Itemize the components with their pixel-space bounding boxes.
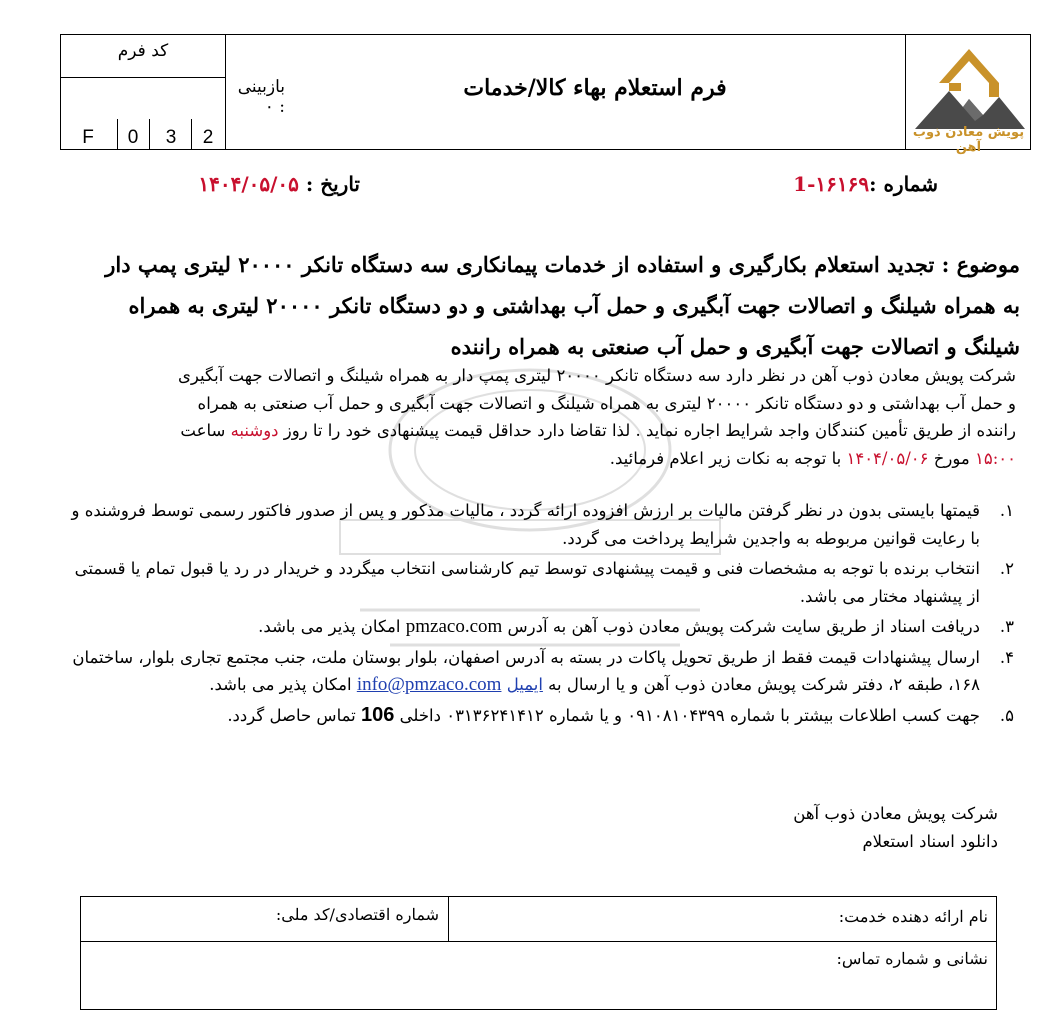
table-divider	[448, 897, 449, 941]
form-code-digit: 3	[165, 127, 177, 148]
item-text: جهت کسب اطلاعات بیشتر با شماره ۰۹۱۰۸۱۰۴۳۹۹ و یا شماره ۰۳۱۳۶۲۴۱۴۱۲ داخلی	[394, 705, 980, 725]
item-text: قیمتها بایستی بدون در نظر گرفتن مالیات بر ارزش افزوده ارائه گردد ، مالیات مذکور و پس از صدور فاکتور رسمی توسط فروشنده و با رعایت قوانین مربوطه به واجدین شرایط پرداخت می گردد.	[71, 501, 980, 548]
intro-paragraph	[80, 362, 1016, 472]
list-item	[60, 644, 1020, 699]
company-signature: شرکت پویش معادن ذوب آهن	[793, 804, 998, 823]
digit-divider	[149, 119, 150, 149]
download-documents-link[interactable]: دانلود اسناد استعلام	[862, 832, 998, 851]
letter-number	[793, 172, 938, 196]
subject-block	[60, 244, 1020, 367]
provider-info-table	[80, 896, 997, 1010]
subject-line: به همراه شیلنگ و اتصالات جهت آبگیری و حمل آب بهداشتی و دو دستگاه تانکر ۲۰۰۰۰ لیتری به همراه	[128, 293, 1020, 318]
header-divider	[61, 77, 225, 78]
list-item	[60, 555, 1020, 610]
date-label: تاریخ :	[305, 172, 360, 196]
letter-date	[198, 172, 360, 196]
intro-text: راننده از طریق تأمین کنندگان واجد شرایط اجاره نماید . لذا تقاضا دارد حداقل قیمت پیشنهادی خود را تا روز	[278, 421, 1016, 440]
form-code-label: کد فرم	[117, 41, 169, 61]
header-divider	[225, 35, 226, 149]
intro-text: با توجه به نکات زیر اعلام فرمائید.	[609, 448, 847, 468]
conditions-list	[60, 497, 1020, 729]
date-value: ۱۴۰۴/۰۵/۰۵	[198, 172, 299, 196]
email-word-link[interactable]: ایمیل	[506, 675, 543, 694]
list-item	[60, 702, 1020, 730]
item-text: انتخاب برنده با توجه به مشخصات فنی و قیمت پیشنهادی توسط تیم کارشناسی انتخاب میگردد و خریدار در رد یا قبول تمام یا قسمتی از پیشنهاد مختار می باشد.	[74, 559, 980, 606]
form-code-digit: 2	[202, 127, 214, 148]
form-header-table	[60, 34, 1031, 155]
intro-text: ساعت	[180, 421, 231, 440]
item-number: ۲.	[999, 559, 1014, 578]
subject-line: موضوع : تجدید استعلام بکارگیری و استفاده از خدمات پیمانکاری سه دستگاه تانکر ۲۰۰۰۰ لیتری پمپ دار	[105, 252, 1020, 277]
list-item	[60, 497, 1020, 552]
number-label: شماره :	[869, 172, 938, 196]
intro-line: و حمل آب بهداشتی و دو دستگاه تانکر ۲۰۰۰۰ لیتری به همراه شیلنگ و اتصالات جهت آبگیری و حمل آب صنعتی به همراه	[197, 393, 1016, 413]
deadline-date: ۱۴۰۴/۰۵/۰۶	[846, 448, 929, 468]
number-value: ۱۶۱۶۹-1	[793, 172, 870, 196]
intro-text: مورخ	[928, 448, 975, 468]
list-item	[60, 613, 1020, 641]
address-phone-label: نشانی و شماره تماس:	[836, 949, 988, 968]
deadline-time: ۱۵:۰۰	[974, 448, 1016, 468]
item-number: ۱.	[999, 501, 1014, 520]
item-number: ۴.	[999, 647, 1014, 667]
economic-code-label: شماره اقتصادی/کد ملی:	[275, 905, 439, 924]
item-text: امکان پذیر می باشد.	[258, 617, 406, 636]
digit-divider	[191, 119, 192, 149]
intro-line: شرکت پویش معادن ذوب آهن در نظر دارد سه دستگاه تانکر ۲۰۰۰۰ لیتری پمپ دار به همراه شیلنگ و اتصالات جهت آبگیری	[178, 366, 1016, 385]
intro-line	[80, 417, 1016, 445]
item-text: ارسال پیشنهادات قیمت فقط از طریق تحویل پاکات در بسته به آدرس اصفهان، بلوار بوستان ملت، جنب مجتمع تجاری بلوار، ساختمان ۱۶۸، طبقه ۲، دفتر شرکت پویش معادن ذوب آهن و یا ارسال به	[72, 647, 980, 694]
item-text: دریافت اسناد از طریق سایت شرکت پویش معادن ذوب آهن به آدرس	[502, 617, 980, 636]
item-number: ۵.	[999, 705, 1014, 725]
item-text: امکان پذیر می باشد.	[209, 675, 357, 694]
company-logo	[905, 35, 1032, 155]
deadline-day: دوشنبه	[230, 421, 279, 440]
subject-line: شیلنگ و اتصالات جهت آبگیری و حمل آب صنعتی به همراه راننده	[450, 334, 1020, 359]
item-text: تماس حاصل گردد.	[227, 705, 361, 725]
revision-label: بازبینی : ۰	[237, 77, 285, 117]
form-title: فرم استعلام بهاء کالا/خدمات	[463, 75, 727, 101]
form-code-digit: F	[82, 127, 94, 148]
email-link[interactable]: info@pmzaco.com	[356, 674, 502, 695]
form-code-digit: 0	[127, 127, 139, 148]
table-divider	[81, 941, 996, 942]
website-address: pmzaco.com	[405, 616, 503, 637]
logo-text: پویش معادن ذوب آهن	[912, 125, 1025, 155]
item-number: ۳.	[999, 617, 1014, 636]
footer-block	[793, 800, 998, 856]
intro-line	[80, 445, 1016, 473]
provider-name-label: نام ارائه دهنده خدمت:	[838, 907, 988, 926]
extension-number: 106	[360, 703, 395, 726]
